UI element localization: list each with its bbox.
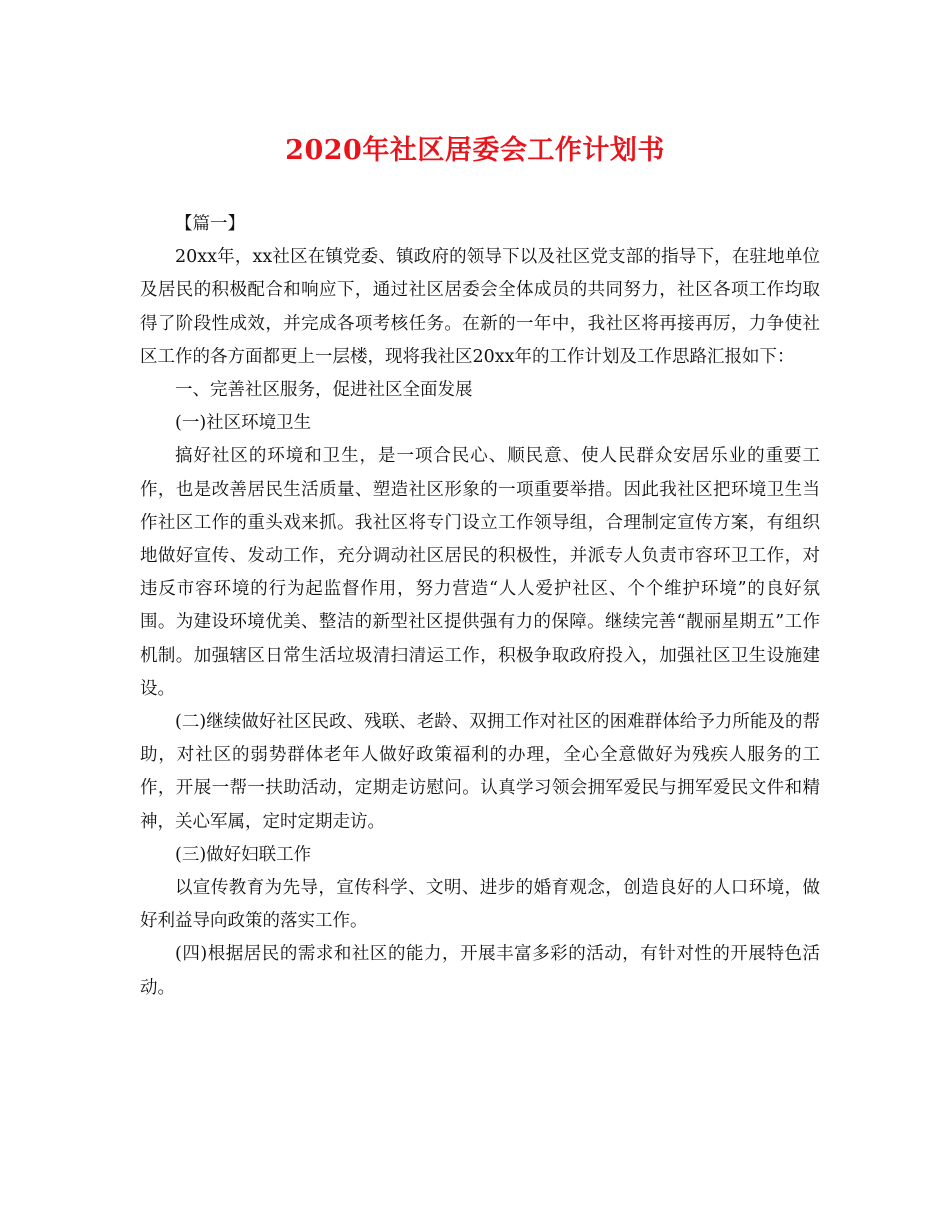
intro-paragraph: 20xx年，xx社区在镇党委、镇政府的领导下以及社区党支部的指导下，在驻地单位及居民的积极配合和响应下，通过社区居委会全体成员的共同努力，社区各项工作均取得了阶段性成效，并完成各项考核任务。在新的一年中，我社区将再接再厉，力争使社区工作的各方面都更上一层楼，现将我社区20xx年的工作计划及工作思路汇报如下：	[140, 247, 820, 367]
heading-section-one: 一、完善社区服务，促进社区全面发展	[175, 380, 473, 401]
subheading-womens-federation: (三)做好妇联工作	[175, 844, 312, 865]
document-title: 2020年社区居委会工作计划书	[285, 135, 665, 166]
activities-paragraph: (四)根据居民的需求和社区的能力，开展丰富多彩的活动，有针对性的开展特色活动。	[140, 944, 820, 998]
environment-paragraph: 搞好社区的环境和卫生，是一项合民心、顺民意、使人民群众安居乐业的重要工作，也是改善居民生活质量、塑造社区形象的一项重要举措。因此我社区把环境卫生当作社区工作的重头戏来抓。我社区将专门设立工作领导组，合理制定宣传方案，有组织地做好宣传、发动工作，充分调动社区居民的积极性，并派专人负责市容环卫工作，对违反市容环境的行为起监督作用，努力营造“人人爱护社区、个个维护环境”的良好氛围。为建设环境优美、整洁的新型社区提供强有力的保障。继续完善“靓丽星期五”工作机制。加强辖区日常生活垃圾清扫清运工作，积极争取政府投入，加强社区卫生设施建设。	[140, 446, 820, 699]
subheading-environment: (一)社区环境卫生	[175, 413, 312, 434]
document-body	[140, 208, 820, 1005]
civil-affairs-paragraph: (二)继续做好社区民政、残联、老龄、双拥工作对社区的困难群体给予力所能及的帮助，对社区的弱势群体老年人做好政策福利的办理，全心全意做好为残疾人服务的工作，开展一帮一扶助活动，定期走访慰问。认真学习领会拥军爱民与拥军爱民文件和精神，关心军属，定时定期走访。	[140, 712, 820, 832]
section-label-part-one: 【篇一】	[175, 214, 245, 234]
womens-federation-paragraph: 以宣传教育为先导，宣传科学、文明、进步的婚育观念，创造良好的人口环境，做好利益导向政策的落实工作。	[140, 878, 820, 932]
